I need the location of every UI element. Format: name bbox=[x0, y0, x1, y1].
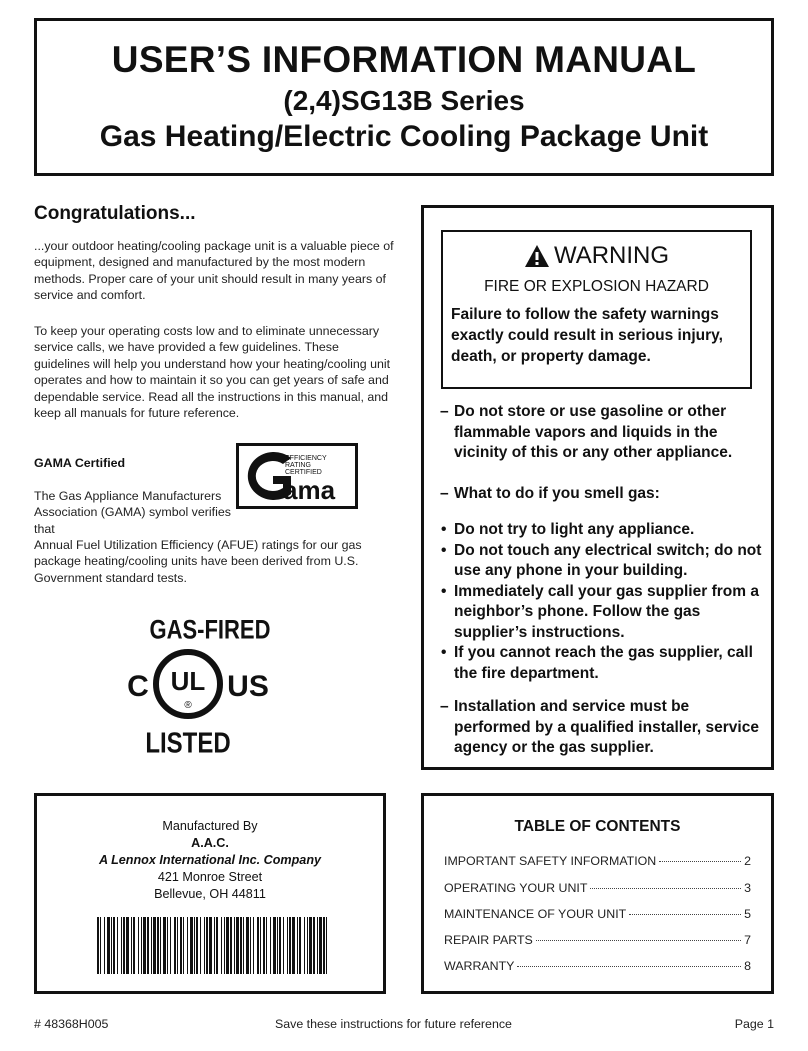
warning-bullet: • Immediately call your gas supplier from a neighbor’s phone. Follow the gas supplier’s instructions. bbox=[440, 582, 770, 644]
toc-item: REPAIR PARTS 7 bbox=[444, 933, 751, 947]
toc-item: MAINTENANCE OF YOUR UNIT 5 bbox=[444, 907, 751, 921]
gama-logo-brand: ama bbox=[283, 475, 336, 505]
warning-bullet: • If you cannot reach the gas supplier, call the fire department. bbox=[440, 643, 770, 684]
ul-mark-bottom: LISTED bbox=[145, 726, 231, 759]
intro-paragraph-2: To keep your operating costs low and to eliminate unnecessary service calls, we have provided a few guidelines. These guidelines will help you understand how your heating/cooling unit operates and how to maintain it so you can get years of safe and dependable service. Read all the instructions in this manual, and keep all manuals for future reference. bbox=[34, 324, 391, 421]
toc-title: TABLE OF CONTENTS bbox=[514, 818, 681, 835]
manufacturer-city: Bellevue, OH 44811 bbox=[154, 887, 266, 901]
ul-mark-registered: ® bbox=[184, 700, 192, 711]
warning-item-smell-gas: – What to do if you smell gas: bbox=[440, 485, 660, 502]
gama-heading: GAMA Certified bbox=[34, 456, 126, 470]
ul-listed-mark bbox=[110, 612, 310, 772]
warning-panel bbox=[441, 230, 752, 389]
gama-logo-line1: EFFICIENCY bbox=[285, 455, 327, 462]
toc-item: OPERATING YOUR UNIT 3 bbox=[444, 881, 751, 895]
barcode-image bbox=[97, 917, 327, 974]
gama-logo-line2: RATING bbox=[285, 462, 311, 469]
warning-triangle-icon bbox=[524, 244, 550, 268]
intro-paragraph-1: ...your outdoor heating/cooling package unit is a valuable piece of equipment, designed and manufactured by the most modern methods. Proper care of your unit should result in many years of service and comfort. bbox=[34, 239, 394, 303]
gama-logo-graphic bbox=[239, 446, 355, 506]
ul-mark-center: UL bbox=[170, 666, 206, 696]
congrats-heading: Congratulations... bbox=[34, 203, 196, 224]
warning-bullet: • Do not try to light any appliance. bbox=[440, 520, 770, 541]
series-title: (2,4)SG13B Series bbox=[283, 85, 525, 116]
ul-mark-top: GAS-FIRED bbox=[149, 615, 271, 645]
footer-note: Save these instructions for future reference bbox=[275, 1017, 512, 1031]
product-subtitle: Gas Heating/Electric Cooling Package Unit bbox=[99, 120, 709, 153]
gama-text-a: The Gas Appliance Manufacturers Association (GAMA) symbol verifies that bbox=[34, 489, 231, 536]
ul-mark-right: US bbox=[227, 670, 269, 703]
gama-logo-line3: CERTIFIED bbox=[285, 469, 322, 476]
manufacturer-street: 421 Monroe Street bbox=[157, 870, 263, 884]
warning-bullet: • Do not touch any electrical switch; do not use any phone in your building. bbox=[440, 541, 770, 582]
manual-title: USER’S INFORMATION MANUAL bbox=[111, 39, 697, 80]
ul-mark-left: C bbox=[127, 670, 149, 703]
warning-bullets bbox=[440, 520, 770, 684]
warning-title: WARNING bbox=[553, 242, 670, 269]
ul-mark-graphic bbox=[110, 612, 310, 772]
warning-item-installation: – Installation and service must be performed by a qualified installer, service agency or the gas supplier. bbox=[440, 698, 759, 756]
gama-logo bbox=[236, 443, 358, 509]
gama-text-b: Annual Fuel Utilization Efficiency (AFUE) ratings for our gas package heating/cooling units have been derived from U.S. Government standard tests. bbox=[34, 538, 362, 585]
title-box bbox=[34, 18, 774, 176]
toc-box bbox=[421, 793, 774, 994]
warning-message: Failure to follow the safety warnings exactly could result in serious injury, death, or property damage. bbox=[451, 306, 723, 365]
manufactured-by: Manufactured By bbox=[162, 819, 258, 833]
toc-item: WARRANTY 8 bbox=[444, 959, 751, 973]
warning-hazard: FIRE OR EXPLOSION HAZARD bbox=[484, 278, 709, 295]
warning-item-storage: – Do not store or use gasoline or other flammable vapors and liquids in the vicinity of this or any other appliance. bbox=[440, 403, 733, 461]
page-number: Page 1 bbox=[734, 1017, 774, 1031]
toc-item: IMPORTANT SAFETY INFORMATION 2 bbox=[444, 854, 751, 868]
manufacturer-name: A.A.C. bbox=[191, 836, 229, 850]
manufacturer-company: A Lennox International Inc. Company bbox=[98, 853, 322, 867]
doc-number: # 48368H005 bbox=[34, 1017, 109, 1031]
